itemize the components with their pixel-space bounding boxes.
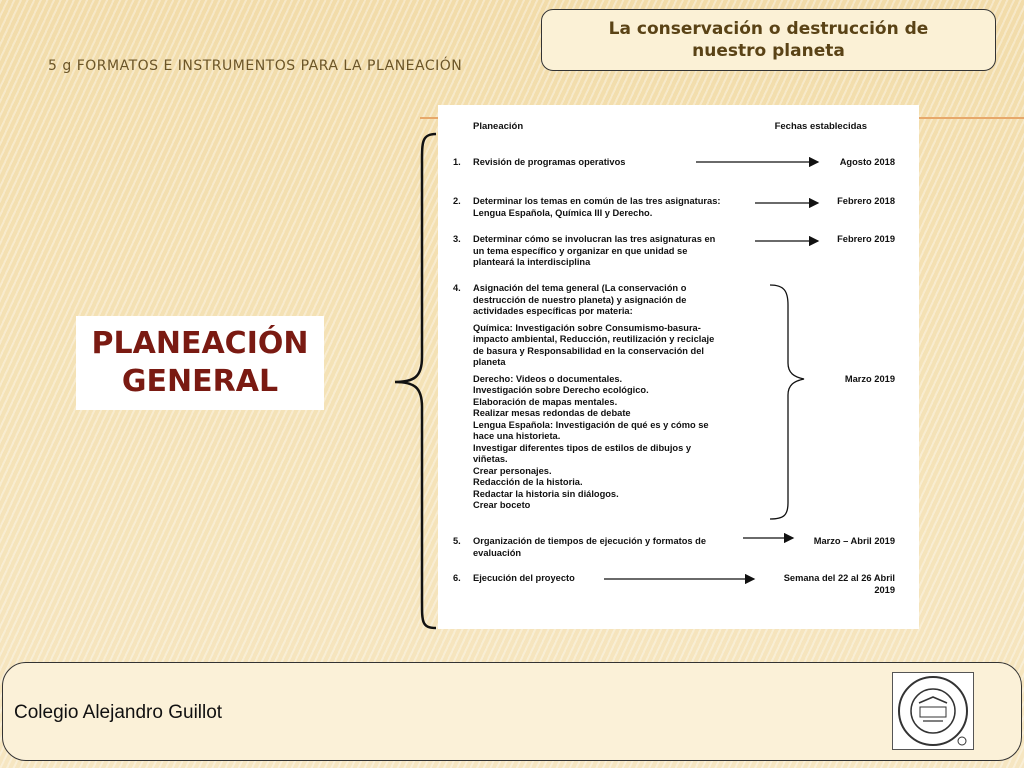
arrows-layer — [438, 105, 919, 629]
slide-title: 5 g FORMATOS E INSTRUMENTOS PARA LA PLANEACIÓN — [48, 58, 463, 74]
topic-text: La conservación o destrucción de nuestro planeta — [608, 19, 929, 61]
planning-document — [438, 105, 919, 629]
date-3: Febrero 2019 — [837, 234, 895, 244]
column-header-planning: Planeación — [473, 121, 524, 132]
item-4-brace — [770, 285, 804, 519]
big-curly-brace — [390, 132, 440, 632]
label-line-2: GENERAL — [121, 364, 279, 399]
date-6: Semana del 22 al 26 Abril 2019 — [783, 573, 895, 595]
school-seal-icon — [893, 673, 973, 749]
plan-item-1: 1. Revisión de programas operativos — [453, 157, 626, 167]
date-4: Marzo 2019 — [844, 374, 895, 384]
plan-item-6: 6. Ejecución del proyecto — [453, 573, 575, 583]
plan-item-2: 2. Determinar los temas en común de las tres asignaturas: Lengua Española, Química III y Derecho. — [453, 196, 721, 218]
column-header-dates: Fechas establecidas — [774, 121, 867, 132]
planeacion-general-label — [76, 316, 324, 410]
derecho-block: Derecho: Videos o documentales. Investigación sobre Derecho ecológico. Elaboración de mapas mentales. Realizar mesas redondas de debate Lengua Española: Investigación de qué es y cómo se hace una historieta. Investigar diferentes tipos de estilos de dibujos y viñetas. Crear personajes. Redacción de la historia. Redactar la historia sin diálogos. Crear boceto — [473, 373, 709, 510]
school-name: Colegio Alejandro Guillot — [14, 702, 223, 723]
topic-banner — [541, 9, 996, 71]
school-logo — [892, 672, 974, 750]
date-2: Febrero 2018 — [837, 196, 895, 206]
plan-item-5: 5. Organización de tiempos de ejecución y formatos de evaluación — [453, 536, 706, 558]
plan-item-3: 3. Determinar cómo se involucran las tres asignaturas en un tema específico y organizar en que unidad se planteará la interdisciplina — [453, 234, 716, 267]
label-line-1: PLANEACIÓN — [91, 326, 309, 361]
quimica-block: Química: Investigación sobre Consumismo-basura- impacto ambiental, Reducción, reutilización y reciclaje de basura y Responsabilidad en la conservación del planeta — [473, 322, 715, 367]
date-5: Marzo – Abril 2019 — [813, 536, 895, 546]
plan-item-4: 4. Asignación del tema general (La conservación o destrucción de nuestro planeta) y asignación de actividades específicas por materia: Química: Investigación sobre Consumismo-basura- impacto ambiental, Reducción, reutilización y reciclaje de basura y Responsabilidad en la conservación del planeta Derecho: Videos o documentales. Investigación sobre Derecho ecológico. Elaboración de mapas mentales. Realizar mesas redondas de debate Lengua Española: Investigación de qué es y cómo se hace una historieta. Investigar diferentes tipos de estilos de dibujos y viñetas. Crear personajes. Redacción de la historia. Redactar la historia sin diálogos. Crear boceto — [453, 283, 753, 512]
date-1: Agosto 2018 — [839, 157, 895, 167]
